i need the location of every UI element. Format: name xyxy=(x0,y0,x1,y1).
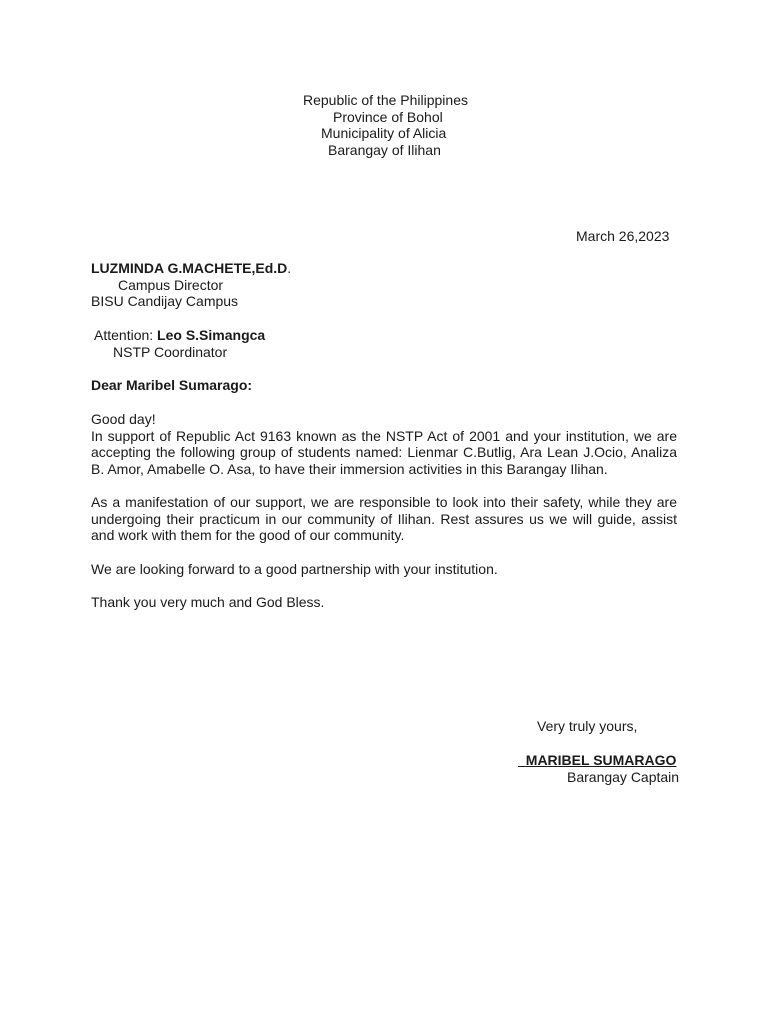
signatory-name-underline-lead xyxy=(518,752,526,768)
letterhead-barangay: Barangay of Ilihan xyxy=(328,141,441,158)
letterhead-country: Republic of the Philippines xyxy=(303,92,468,108)
valediction: Very truly yours, xyxy=(537,718,638,734)
attention-label: Attention: xyxy=(94,327,154,343)
letter-date: March 26,2023 xyxy=(576,228,670,244)
recipient-institution: BISU Candijay Campus xyxy=(91,293,239,310)
attention-name: Leo S.Simangca xyxy=(157,327,266,343)
salutation: Dear Maribel Sumarago: xyxy=(91,377,253,393)
recipient-name-line xyxy=(91,260,291,277)
signatory-title: Barangay Captain xyxy=(567,768,680,785)
attention-title: NSTP Coordinator xyxy=(113,343,228,360)
body-paragraph-safety: As a manifestation of our support, we are responsible to look into their safety, while they are undergoing their practicum in our community of Ilihan. Rest assures us we will guide, assist and work with them for the good of our community. xyxy=(91,494,677,544)
recipient-name: LUZMINDA G.MACHETE,Ed.D xyxy=(91,260,288,276)
recipient-title: Campus Director xyxy=(118,276,224,293)
letterhead-province: Province of Bohol xyxy=(333,108,443,125)
attention-line xyxy=(94,327,265,344)
body-paragraph-thanks: Thank you very much and God Bless. xyxy=(91,594,325,610)
body-paragraph-partnership: We are looking forward to a good partnership with your institution. xyxy=(91,560,498,577)
signatory-name: MARIBEL SUMARAGO xyxy=(525,752,677,768)
greeting: Good day! xyxy=(91,411,156,427)
signatory-name-line xyxy=(518,752,676,769)
letterhead-municipality: Municipality of Alicia xyxy=(321,125,447,142)
body-paragraph-support: In support of Republic Act 9163 known as the NSTP Act of 2001 and your institution, we are accepting the following group of students named: Lienmar C.Butlig, Ara Lean J.Ocio, Analiza B. Amor, Amabelle O. Asa, to have their immersion activities in this Barangay Ilihan. xyxy=(91,427,677,477)
recipient-name-suffix: . xyxy=(287,260,292,276)
